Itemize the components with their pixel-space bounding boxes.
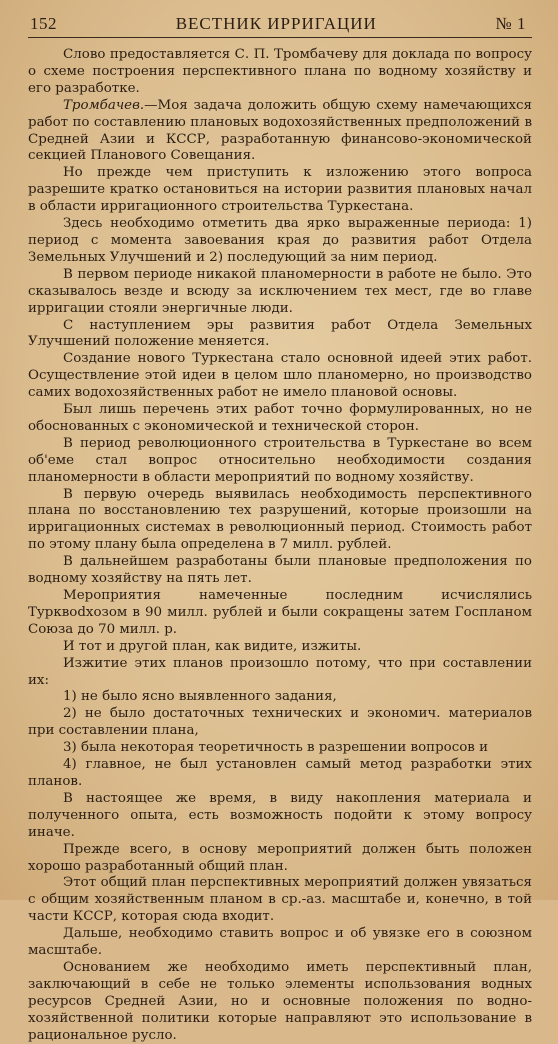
paragraph: Изжитие этих планов произошло потому, что при составлении их: — [28, 655, 532, 688]
paragraph: Прежде всего, в основу мероприятий должен быть положен хорошо разработанный общий план. — [28, 841, 532, 874]
paragraph: В первую очередь выявилась необходимость перспективного плана по восстановлению тех разрушений, которые произошли на ирригационных системах в революционный период. Стоимость работ по этому плану была определена в 7 милл. рублей. — [28, 486, 532, 553]
paragraph: Здесь необходимо отметить два ярко выраженные периода: 1) период с момента завоевания края до развития работ Отдела Земельных Улучшений и 2) последующий за ним период. — [28, 216, 532, 265]
paragraph: В первом периоде никакой планомерности в работе не было. Это сказывалось везде и всюду за исключением тех мест, где во главе ирригации стояли энергичные люди. — [28, 266, 532, 316]
paragraph — [28, 98, 532, 166]
paragraph: Мероприятия намеченные последним исчислялись Турквodхозом в 90 милл. рублей и были сокращены затем Госпланом Союза до 70 милл. р. — [28, 588, 532, 637]
paragraph: Основанием же необходимо иметь перспективный план, заключающий в себе не только элементы использования водных ресурсов Средней Азии, но и основные положения по водно-хозяйственной политики которые направляют это использование в рациональное русло. — [28, 959, 532, 1043]
paragraph-text: —Моя задача доложить общую схему намечающихся работ по составлению плановых водохозяйственных предположений в Средней Азии и КССР, разработанную финансово-экономической секцией Планового Совещания. — [28, 97, 532, 164]
paragraph: Создание нового Туркестана стало основной идеей этих работ. Осуществление этой идеи в целом шло планомерно, но производство самих водохозяйственных работ не имело плановой основы. — [28, 351, 532, 401]
paragraph: С наступлением эры развития работ Отдела Земельных Улучшений положение меняется. — [28, 317, 532, 350]
page-body — [28, 47, 532, 1044]
list-item: 1) не было ясно выявленного задания, — [63, 689, 337, 705]
paragraph: Но прежде чем приступить к изложению этого вопроса разрешите кратко остановиться на истории развития плановых начал в области ирригационного строительства Туркестана. — [28, 165, 532, 215]
paragraph: В дальнейшем разработаны были плановые предположения по водному хозяйству на пять лет. — [28, 554, 532, 587]
paragraph: В настоящее же время, в виду накопления материала и полученного опыта, есть возможность подойти к этому вопросу иначе. — [28, 790, 532, 840]
journal-title: ВЕСТНИК ИРРИГАЦИИ — [175, 14, 377, 33]
issue-number: № 1 — [495, 14, 526, 33]
paragraph: Дальше, необходимо ставить вопрос и об увязке его в союзном масштабе. — [28, 926, 532, 959]
paragraph: Был лишь перечень этих работ точно формулированных, но не обоснованных с экономической и технической сторон. — [28, 402, 532, 434]
list-item: 4) главное, не был установлен самый метод разработки этих планов. — [28, 757, 532, 789]
paragraph: В период революционного строительства в Туркестане во всем об'еме стал вопрос относительно необходимости создания планомерности в области мероприятий по водному хозяйству. — [28, 435, 532, 485]
paragraph: Этот общий план перспективных мероприятий должен увязаться с общим хозяйственным планом в ср.-аз. масштабе и, конечно, в той части КССР, которая сюда входит. — [28, 875, 532, 925]
running-header — [28, 14, 532, 38]
paragraph: Слово предоставляется С. П. Тромбачеву для доклада по вопросу о схеме построения перспективного плана по водному хозяйству и его разработке. — [28, 47, 532, 96]
paragraph: И тот и другой план, как видите, изжиты. — [63, 638, 362, 654]
list-item: 3) была некоторая теоретичность в разрешении вопросов и — [63, 740, 488, 756]
list-item: 2) не было достаточных технических и экономич. материалов при составлении плана, — [28, 706, 532, 739]
page-number: 152 — [30, 14, 57, 33]
speaker-name: Тромбачев. — [63, 97, 145, 113]
